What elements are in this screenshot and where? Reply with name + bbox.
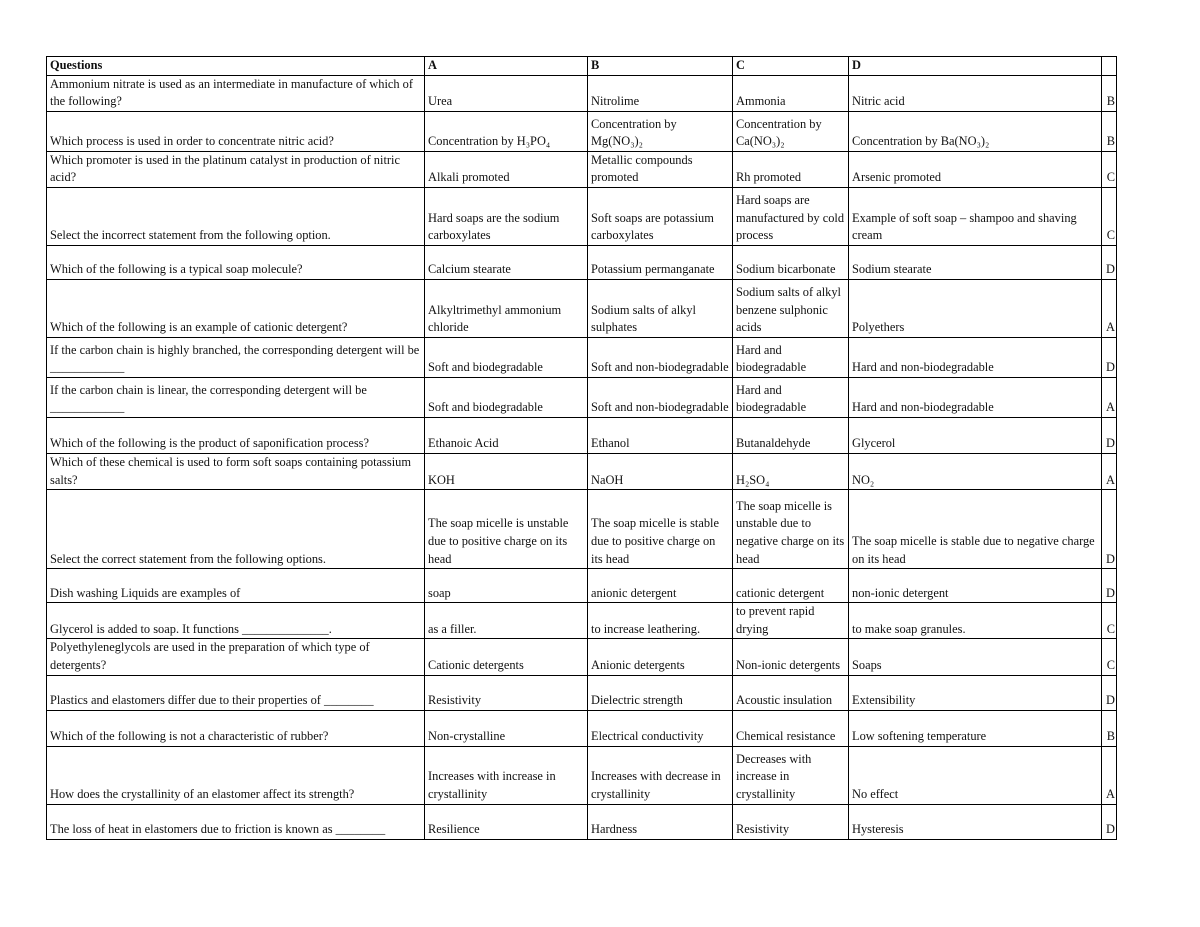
- option-a-cell: Cationic detergents: [425, 639, 588, 675]
- answer-cell: D: [1102, 569, 1117, 603]
- option-a-cell: Hard soaps are the sodium carboxylates: [425, 187, 588, 245]
- option-a-cell: Resilience: [425, 804, 588, 839]
- question-cell: The loss of heat in elastomers due to friction is known as ________: [47, 804, 425, 839]
- question-cell: Plastics and elastomers differ due to their properties of ________: [47, 675, 425, 710]
- answer-cell: A: [1102, 377, 1117, 417]
- option-b-cell: Hardness: [588, 804, 733, 839]
- header-option-a: A: [425, 57, 588, 76]
- option-b-cell: Soft and non-biodegradable: [588, 337, 733, 377]
- question-row: [47, 569, 1117, 603]
- question-row: [47, 151, 1117, 187]
- option-a-cell: Urea: [425, 75, 588, 111]
- option-a-cell: Resistivity: [425, 675, 588, 710]
- question-cell: If the carbon chain is highly branched, the corresponding detergent will be ____________: [47, 337, 425, 377]
- option-d-cell: No effect: [849, 746, 1102, 804]
- option-d-cell: Nitric acid: [849, 75, 1102, 111]
- option-a-cell: soap: [425, 569, 588, 603]
- option-c-cell: Rh promoted: [733, 151, 849, 187]
- option-b-cell: Dielectric strength: [588, 675, 733, 710]
- question-row: [47, 804, 1117, 839]
- option-b-cell: The soap micelle is stable due to positive charge on its head: [588, 490, 733, 569]
- option-a-cell: Ethanoic Acid: [425, 417, 588, 453]
- option-d-cell: Low softening temperature: [849, 710, 1102, 746]
- option-b-cell: Soft soaps are potassium carboxylates: [588, 187, 733, 245]
- question-cell: Dish washing Liquids are examples of: [47, 569, 425, 603]
- header-row: [47, 57, 1117, 76]
- option-a-cell: Calcium stearate: [425, 245, 588, 279]
- option-a-cell: KOH: [425, 453, 588, 489]
- question-row: [47, 111, 1117, 151]
- option-d-cell: Hard and non-biodegradable: [849, 337, 1102, 377]
- option-d-cell: Soaps: [849, 639, 1102, 675]
- option-c-cell: cationic detergent: [733, 569, 849, 603]
- answer-cell: C: [1102, 639, 1117, 675]
- option-d-cell: Arsenic promoted: [849, 151, 1102, 187]
- option-b-cell: Potassium permanganate: [588, 245, 733, 279]
- quiz-table-body: [47, 57, 1117, 840]
- quiz-sheet: [46, 56, 1117, 840]
- option-c-cell: The soap micelle is unstable due to negative charge on its head: [733, 490, 849, 569]
- question-cell: Which of the following is an example of cationic detergent?: [47, 279, 425, 337]
- option-c-cell: Non-ionic detergents: [733, 639, 849, 675]
- option-a-cell: Soft and biodegradable: [425, 337, 588, 377]
- option-a-cell: Concentration by H₃PO₄: [425, 111, 588, 151]
- header-option-c: C: [733, 57, 849, 76]
- question-row: [47, 746, 1117, 804]
- option-c-cell: Hard and biodegradable: [733, 337, 849, 377]
- header-answer: [1102, 57, 1117, 76]
- question-row: [47, 245, 1117, 279]
- option-a-cell: The soap micelle is unstable due to positive charge on its head: [425, 490, 588, 569]
- option-b-cell: Concentration by Mg(NO₃)₂: [588, 111, 733, 151]
- option-c-cell: Acoustic insulation: [733, 675, 849, 710]
- option-b-cell: Increases with decrease in crystallinity: [588, 746, 733, 804]
- question-cell: If the carbon chain is linear, the corresponding detergent will be ____________: [47, 377, 425, 417]
- option-d-cell: NO₂: [849, 453, 1102, 489]
- option-c-cell: Butanaldehyde: [733, 417, 849, 453]
- question-row: [47, 710, 1117, 746]
- option-b-cell: Sodium salts of alkyl sulphates: [588, 279, 733, 337]
- option-a-cell: as a filler.: [425, 603, 588, 639]
- option-d-cell: Sodium stearate: [849, 245, 1102, 279]
- option-d-cell: Extensibility: [849, 675, 1102, 710]
- answer-cell: C: [1102, 603, 1117, 639]
- option-c-cell: Ammonia: [733, 75, 849, 111]
- option-c-cell: Sodium bicarbonate: [733, 245, 849, 279]
- option-c-cell: H₂SO₄: [733, 453, 849, 489]
- option-a-cell: Non-crystalline: [425, 710, 588, 746]
- option-d-cell: to make soap granules.: [849, 603, 1102, 639]
- answer-cell: B: [1102, 75, 1117, 111]
- option-c-cell: Chemical resistance: [733, 710, 849, 746]
- answer-cell: B: [1102, 111, 1117, 151]
- question-row: [47, 675, 1117, 710]
- answer-cell: D: [1102, 490, 1117, 569]
- question-cell: Ammonium nitrate is used as an intermediate in manufacture of which of the following?: [47, 75, 425, 111]
- question-cell: Which of the following is a typical soap molecule?: [47, 245, 425, 279]
- question-cell: Which of the following is not a characteristic of rubber?: [47, 710, 425, 746]
- option-d-cell: Polyethers: [849, 279, 1102, 337]
- option-a-cell: Alkali promoted: [425, 151, 588, 187]
- option-d-cell: Glycerol: [849, 417, 1102, 453]
- answer-cell: D: [1102, 417, 1117, 453]
- option-d-cell: non-ionic detergent: [849, 569, 1102, 603]
- question-row: [47, 187, 1117, 245]
- option-c-cell: Resistivity: [733, 804, 849, 839]
- question-cell: Which process is used in order to concentrate nitric acid?: [47, 111, 425, 151]
- option-c-cell: Hard and biodegradable: [733, 377, 849, 417]
- question-row: [47, 603, 1117, 639]
- answer-cell: D: [1102, 804, 1117, 839]
- option-b-cell: Metallic compounds promoted: [588, 151, 733, 187]
- option-d-cell: Example of soft soap – shampoo and shaving cream: [849, 187, 1102, 245]
- question-cell: Glycerol is added to soap. It functions ______________.: [47, 603, 425, 639]
- question-row: [47, 75, 1117, 111]
- option-a-cell: Soft and biodegradable: [425, 377, 588, 417]
- question-row: [47, 377, 1117, 417]
- question-row: [47, 453, 1117, 489]
- answer-cell: D: [1102, 337, 1117, 377]
- option-a-cell: Alkyltrimethyl ammonium chloride: [425, 279, 588, 337]
- question-cell: Which of these chemical is used to form soft soaps containing potassium salts?: [47, 453, 425, 489]
- question-row: [47, 279, 1117, 337]
- header-option-b: B: [588, 57, 733, 76]
- option-c-cell: Concentration by Ca(NO₃)₂: [733, 111, 849, 151]
- question-cell: Polyethyleneglycols are used in the preparation of which type of detergents?: [47, 639, 425, 675]
- question-row: [47, 417, 1117, 453]
- option-c-cell: Decreases with increase in crystallinity: [733, 746, 849, 804]
- option-b-cell: NaOH: [588, 453, 733, 489]
- option-b-cell: Anionic detergents: [588, 639, 733, 675]
- option-b-cell: to increase leathering.: [588, 603, 733, 639]
- option-b-cell: Soft and non-biodegradable: [588, 377, 733, 417]
- question-row: [47, 639, 1117, 675]
- question-cell: Select the correct statement from the following options.: [47, 490, 425, 569]
- answer-cell: C: [1102, 151, 1117, 187]
- question-row: [47, 337, 1117, 377]
- header-option-d: D: [849, 57, 1102, 76]
- answer-cell: B: [1102, 710, 1117, 746]
- option-b-cell: Nitrolime: [588, 75, 733, 111]
- answer-cell: D: [1102, 245, 1117, 279]
- question-row: [47, 490, 1117, 569]
- option-c-cell: Hard soaps are manufactured by cold process: [733, 187, 849, 245]
- answer-cell: A: [1102, 279, 1117, 337]
- question-cell: Which of the following is the product of saponification process?: [47, 417, 425, 453]
- option-d-cell: The soap micelle is stable due to negative charge on its head: [849, 490, 1102, 569]
- question-cell: How does the crystallinity of an elastomer affect its strength?: [47, 746, 425, 804]
- answer-cell: D: [1102, 675, 1117, 710]
- option-b-cell: anionic detergent: [588, 569, 733, 603]
- option-c-cell: Sodium salts of alkyl benzene sulphonic acids: [733, 279, 849, 337]
- answer-cell: A: [1102, 453, 1117, 489]
- answer-cell: C: [1102, 187, 1117, 245]
- header-questions: Questions: [47, 57, 425, 76]
- option-b-cell: Ethanol: [588, 417, 733, 453]
- question-cell: Select the incorrect statement from the following option.: [47, 187, 425, 245]
- option-b-cell: Electrical conductivity: [588, 710, 733, 746]
- option-c-cell: to prevent rapid drying: [733, 603, 849, 639]
- answer-cell: A: [1102, 746, 1117, 804]
- quiz-table: [46, 56, 1117, 840]
- option-a-cell: Increases with increase in crystallinity: [425, 746, 588, 804]
- option-d-cell: Hysteresis: [849, 804, 1102, 839]
- option-d-cell: Hard and non-biodegradable: [849, 377, 1102, 417]
- question-cell: Which promoter is used in the platinum catalyst in production of nitric acid?: [47, 151, 425, 187]
- option-d-cell: Concentration by Ba(NO₃)₂: [849, 111, 1102, 151]
